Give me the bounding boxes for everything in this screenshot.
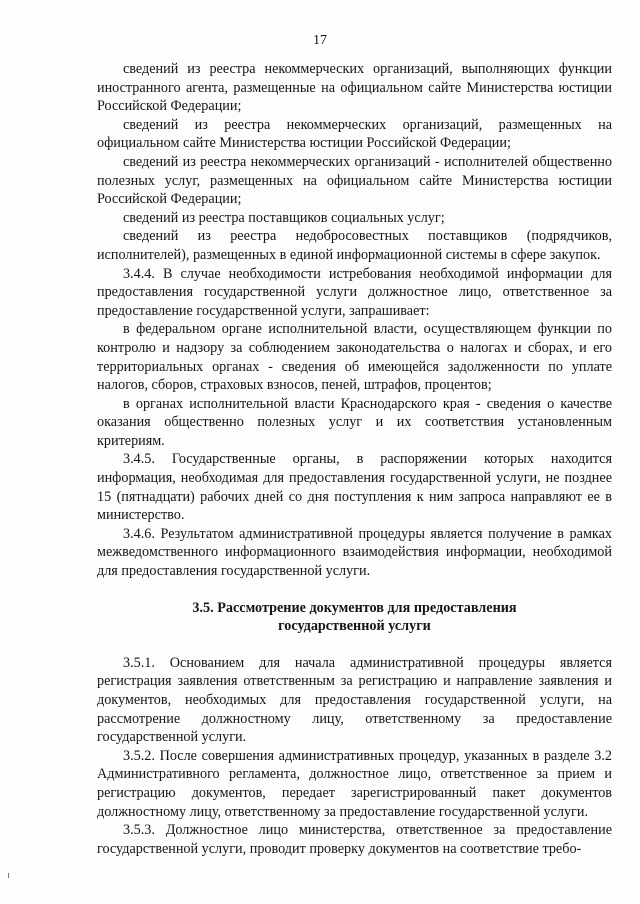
section-heading	[97, 599, 612, 636]
paragraph-federal-tax-authority: в федеральном органе исполнительной власти, осуществляющем функции по контролю и надзору за соблюдением законодательства о налогах и сборах, и его территориальных органах - сведения об имеющейся задолженности по уплате налогов, сборов, страховых взносов, пеней, штрафов, процентов;	[97, 321, 612, 394]
paragraph-3-4-4: 3.4.4. В случае необходимости истребования необходимой информации для предоставления государственной услуги должностное лицо, ответственное за предоставление государственной услуги, запрашивает:	[97, 265, 612, 319]
page-number: 17	[313, 33, 327, 48]
paragraph-krasnodar-authorities: в органах исполнительной власти Краснодарского края - сведения о качестве оказания общественно полезных услуг и их соответствия установленным критериям.	[97, 395, 612, 449]
paragraph-3-5-2: 3.5.2. После совершения административных процедур, указанных в разделе 3.2 Административного регламента, должностное лицо, ответственное за прием и регистрацию документов, передает зарегистрированный пакет документов должностному лицу, ответственному за предоставление государственной услуги.	[97, 747, 612, 820]
section-heading-line-2: государственной услуги	[278, 618, 431, 635]
paragraph-public-services-registry: сведений из реестра некоммерческих организаций - исполнителей общественно полезных услуг, размещенных на официальном сайте Министерства юстиции Российской Федерации;	[97, 153, 612, 208]
scan-mark	[8, 873, 9, 878]
paragraph-unfair-suppliers-registry: сведений из реестра недобросовестных поставщиков (подрядчиков, исполнителей), размещенных в единой информационной системы в сфере закупок.	[97, 228, 612, 263]
paragraph-3-4-5: 3.4.5. Государственные органы, в распоряжении которых находится информация, необходимая для предоставления государственной услуги, не позднее 15 (пятнадцати) рабочих дней со дня поступления к ним запроса направляют ее в министерство.	[97, 451, 612, 524]
document-body	[97, 60, 612, 858]
paragraph-3-5-1: 3.5.1. Основанием для начала административной процедуры является регистрация заявления ответственным за регистрацию и направление заявления и документов, необходимых для предоставления государственной услуги, на рассмотрение должностному лицу, ответственному за предоставление государственной услуги.	[97, 654, 612, 746]
paragraph-nonprofit-registry: сведений из реестра некоммерческих организаций, размещенных на официальном сайте Министерства юстиции Российской Федерации;	[97, 116, 612, 152]
paragraph-3-5-3: 3.5.3. Должностное лицо министерства, ответственное за предоставление государственной услуги, проводит проверку документов на соответствие требо-	[97, 822, 612, 857]
section-heading-line-1: 3.5. Рассмотрение документов для предоставления	[192, 599, 517, 616]
paragraph-social-services-registry: сведений из реестра поставщиков социальных услуг;	[123, 209, 445, 226]
paragraph-3-4-6: 3.4.6. Результатом административной процедуры является получение в рамках межведомственного информационного взаимодействия информации, необходимой для предоставления государственной услуги.	[97, 525, 612, 580]
paragraph-foreign-agent-registry: сведений из реестра некоммерческих организаций, выполняющих функции иностранного агента, размещенные на официальном сайте Министерства юстиции Российской Федерации;	[97, 61, 612, 115]
